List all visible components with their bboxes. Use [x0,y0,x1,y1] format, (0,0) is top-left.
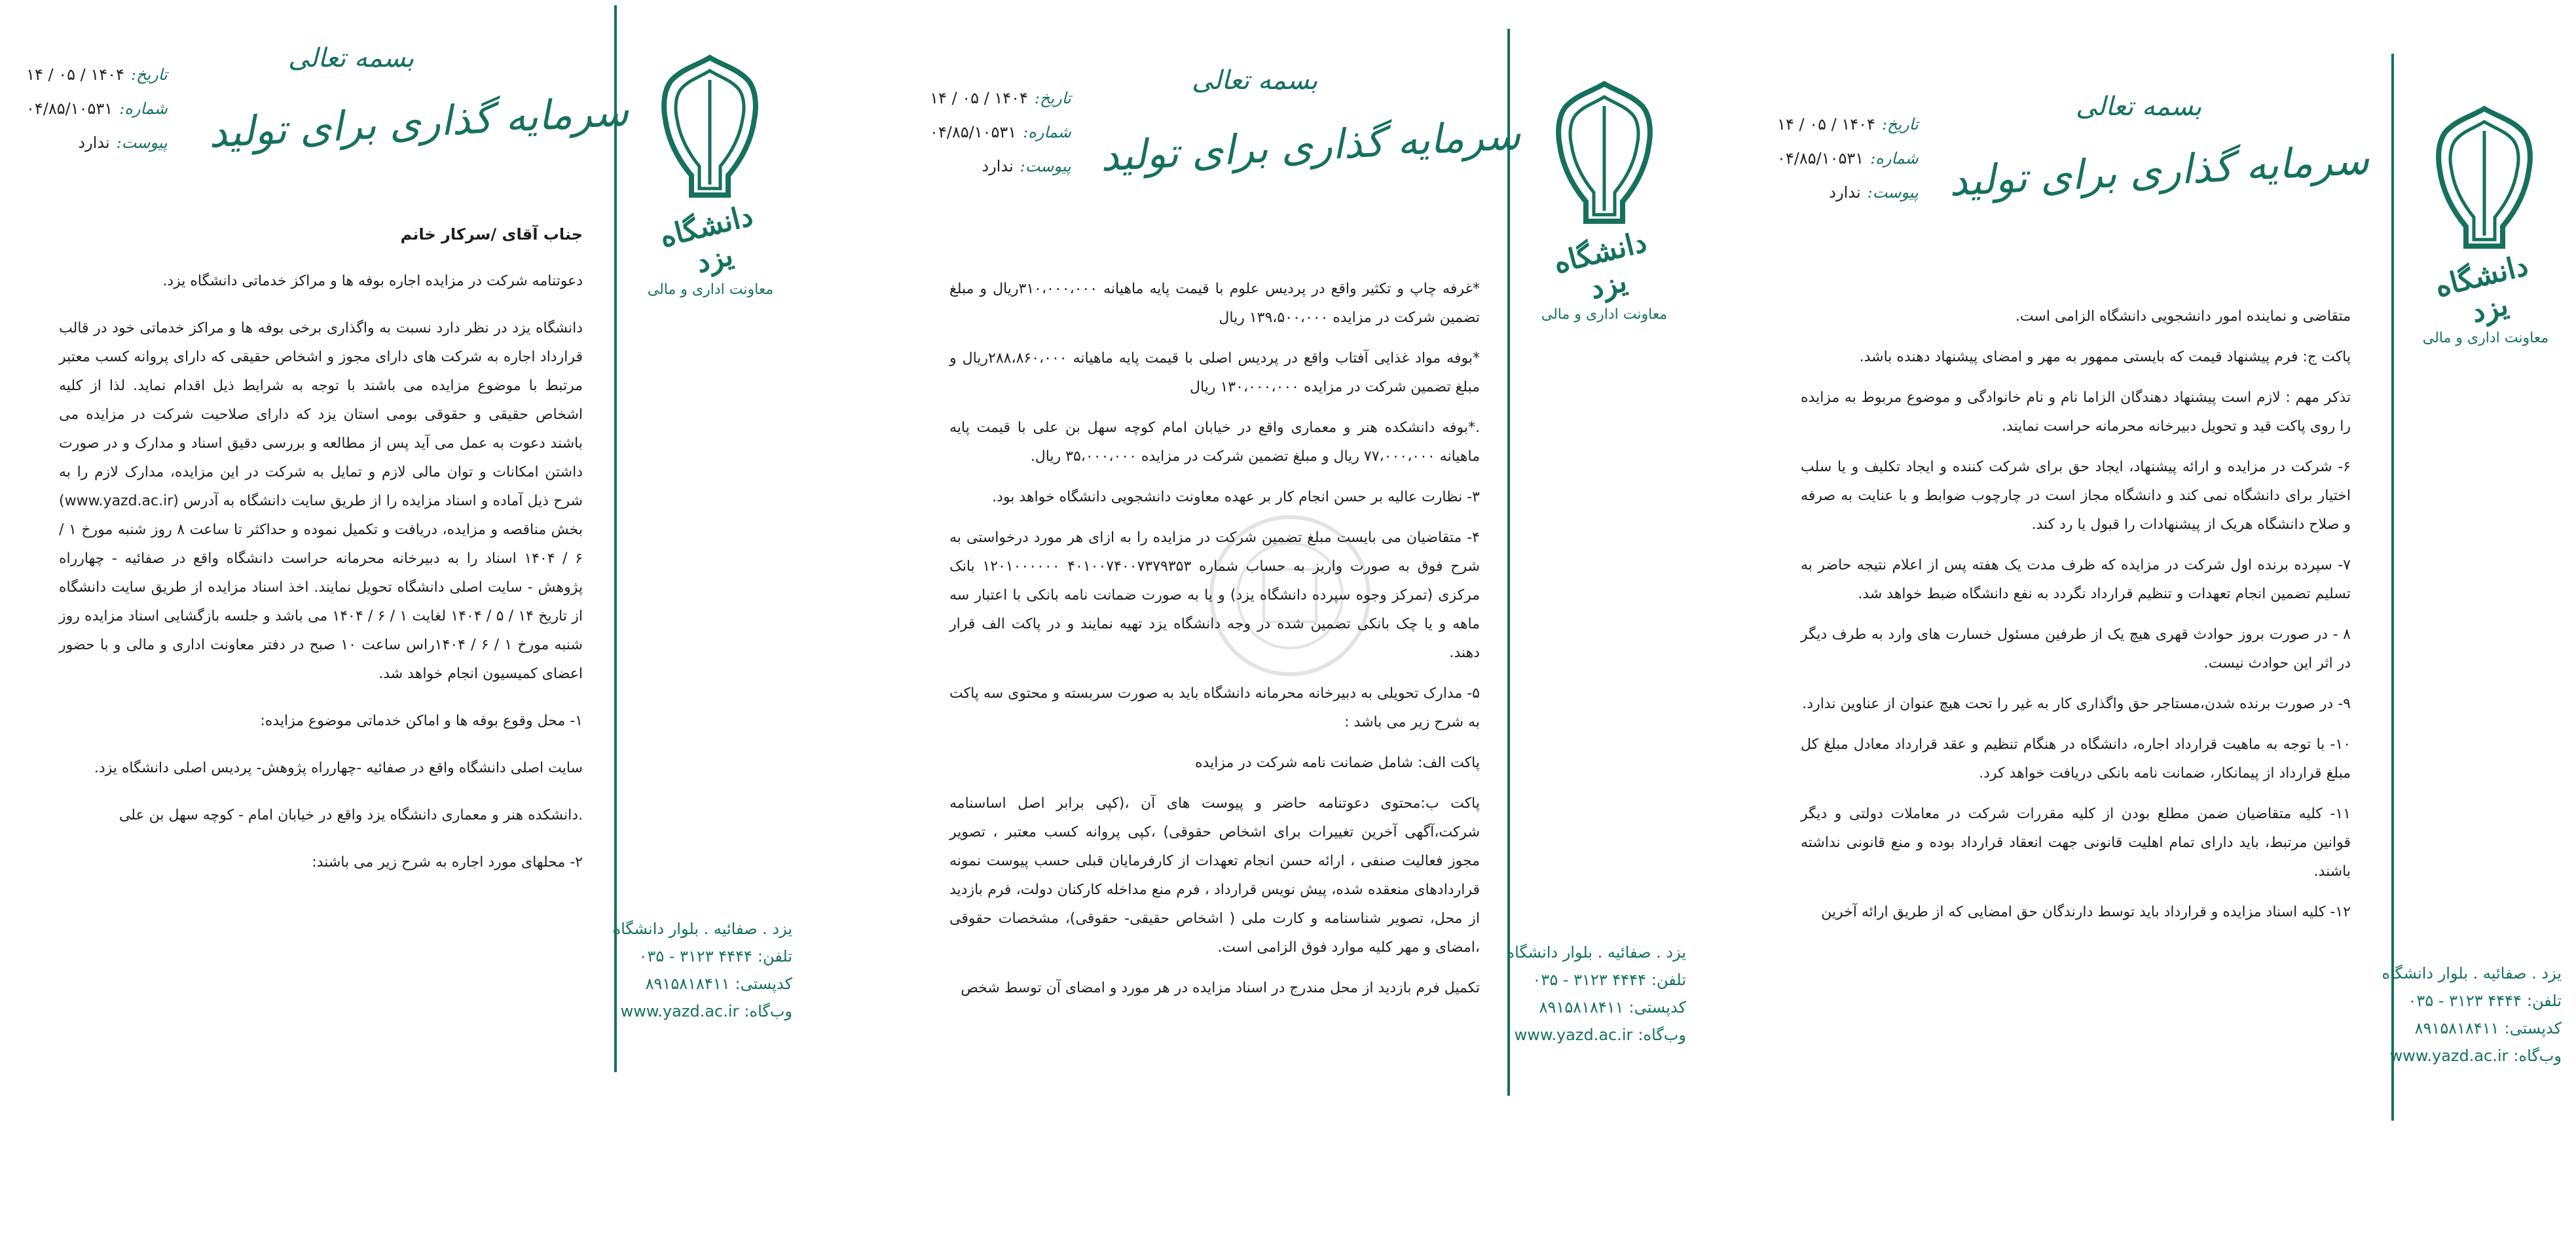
address: یزد . صفائیه . بلوار دانشگاه [612,920,792,938]
university-name: دانشگاه یزد [1550,225,1650,306]
slogan-logo: سرمایه گذاری برای تولید [1947,135,2370,206]
paragraph: دانشگاه یزد در نظر دارد نسبت به واگذاری برخی بوفه ها و مراکز خدماتی خود در قالب قرارداد اجاره به شرکت های دارای مجوز و اشخاص حقیقی که دارای پروانه کسب معتبر مرتبط با موضوع مزایده می باشند با توجه به شرایط ذیل اقدام نماید. لذا از کلیه اشخاص حقیقی و حقوقی بومی استان یزد که دارای صلاحیت شرکت در مزایده می باشند دعوت به عمل می آید پس از مطالعه و بررسی دقیق اسناد و مدارک و در صورت داشتن امکانات و توان مالی لازم و تمایل به شرکت در این مزایده، مدارک لازم را به شرح ذیل آماده و اسناد مزایده را از طریق سایت دانشگاه به آدرس (www.yazd.ac.ir) بخش مناقصه و مزایده، دریافت و تکمیل نموده و حداکثر تا ساعت ۸ روز شنبه مورخ ۱ / ۶ / ۱۴۰۴ اسناد را به دبیرخانه محرمانه حراست دانشگاه واقع در صفائیه - چهارراه پژوهش - سایت اصلی دانشگاه تحویل نمایند. اخذ اسناد مزایده از طریق سایت دانشگاه از تاریخ ۱۴ / ۵ / ۱۴۰۴ لغایت ۱ / ۶ / ۱۴۰۴ می باشد و جلسه بازگشایی اسناد مزایده روز شنبه مورخ ۱ / ۶ / ۱۴۰۴راس ساعت ۱۰ صبح در دفتر معاونت اداری و مالی و با حضور اعضای کمیسیون انجام خواهد شد. [59,320,583,682]
letter-page-1 [0,0,805,1245]
attachment-value: ندارد [982,157,1014,175]
department-name: معاونت اداری و مالی [647,281,774,298]
phone-row: تلفن:۰۳۵ - ۳۱۲۳ ۴۴۴۴ [1532,971,1686,989]
paragraph: *بوفه مواد غذایی آفتاب واقع در پردیس اصلی با قیمت پایه ماهیانه ۲۸۸،۸۶۰،۰۰۰ریال و مبلغ تضمین شرکت در مزایده ۱۳۰،۰۰۰،۰۰۰ ریال [949,350,1480,395]
university-logo-icon [657,54,762,204]
number-value: ۰۴/۸۵/۱۰۵۳۱ [1777,149,1864,168]
letter-body [1801,302,2351,939]
date-value: ۱۴۰۴ / ۰۵ / ۱۴ [930,89,1028,107]
contact-block [612,915,792,1025]
paragraph: پاکت ج: فرم پیشنهاد قیمت که بایستی ممهور به مهر و امضای پیشنهاد دهنده باشد. [1859,349,2351,365]
paragraph: تکمیل فرم بازدید از محل مندرج در اسناد مزایده در هر مورد و امضای آن توسط شخص [961,980,1480,996]
contact-block [2365,960,2562,1070]
website-link[interactable]: www.yazd.ac.ir [620,1002,739,1020]
letter-page-3 [1768,0,2576,1245]
department-name: معاونت اداری و مالی [2422,330,2549,346]
paragraph: ۸ - در صورت بروز حوادث قهری هیچ یک از طرفین مسئول خسارت های وارد به طرف دیگر در اثر این حوادث نیست. [1801,626,2351,672]
address: یزد . صفائیه . بلوار دانشگاه [2382,964,2562,983]
website-row: وب‌گاه:www.yazd.ac.ir [2389,1047,2562,1065]
date-row: تاریخ:۱۴۰۴ / ۰۵ / ۱۴ [1777,115,1919,134]
sidebar-divider [1507,29,1510,1096]
paragraph: .*بوفه دانشکده هنر و معماری واقع در خیابان امام کوچه سهل بن علی با قیمت پایه ماهیانه ۷۷،۰۰۰،۰۰۰ ریال و مبلغ تضمین شرکت در مزایده ۳۵،۰۰۰،۰۰۰ ریال. [949,420,1480,465]
letter-meta [26,58,168,160]
postal-row: کدپستی:۸۹۱۵۸۱۸۴۱۱ [1539,998,1686,1017]
university-logo-icon [1552,80,1657,230]
basmala: بسمه تعالی [1192,65,1318,96]
website-link[interactable]: www.yazd.ac.ir [2389,1047,2509,1065]
basmala: بسمه تعالی [288,43,414,73]
phone-row: تلفن:۰۳۵ - ۳۱۲۳ ۴۴۴۴ [638,947,792,965]
sidebar-divider [614,5,617,1072]
paragraph: ۶- شرکت در مزایده و ارائه پیشنهاد، ایجاد حق برای شرکت کننده و ایجاد تکلیف و یا سلب اختیار برای دانشگاه نمی کند و دانشگاه مجاز است در چارچوب ضوابط و با عنایت به صرفه و صلاح دانشگاه هریک از پیشنهادات را قبول یا رد کند. [1801,459,2351,533]
number-row: شماره:۰۴/۸۵/۱۰۵۳۱ [26,99,168,118]
greeting: جناب آقای /سرکار خانم [400,225,583,244]
university-name: دانشگاه یزد [2431,249,2531,330]
website-link[interactable]: www.yazd.ac.ir [1514,1026,1633,1044]
paragraph: *غرفه چاپ و تکثیر واقع در پردیس علوم با قیمت پایه ماهیانه ۳۱۰،۰۰۰،۰۰۰ریال و مبلغ تضمین شرکت در مزایده ۱۳۹،۵۰۰،۰۰۰ ریال [949,281,1480,326]
department-name: معاونت اداری و مالی [1541,306,1668,323]
slogan-logo: سرمایه گذاری برای تولید [1099,111,1522,181]
website-row: وب‌گاه:www.yazd.ac.ir [620,1002,792,1020]
paragraph: ۴- متقاضیان می بایست مبلغ تضمین شرکت در مزایده را به ازای هر مورد درخواستی به شرح فوق به صورت واریز به حساب شماره ۴۰۱۰۰۷۴۰۰۷۳۷۹۳۵۳ ۱۲۰۱۰۰۰۰۰۰ بانک مرکزی (تمرکز وجوه سپرده دانشگاه یزد) و یا به صورت ضمانت نامه بانکی با اعتبار سه ماهه و یا چک بانکی تضمین شده در وجه دانشگاه یزد تهیه نمایند و در پاکت الف قرار دهند. [949,530,1481,661]
number-value: ۰۴/۸۵/۱۰۵۳۱ [26,99,113,118]
university-name: دانشگاه یزد [656,199,756,280]
paragraph: ۹- در صورت برنده شدن،مستاجر حق واگذاری کار به غیر را تحت هیچ عنوان از عناوین ندارد. [1802,696,2351,712]
paragraph: ۱۰- با توجه به ماهیت قرارداد اجاره، دانشگاه در هنگام تنظیم و عقد قرارداد معادل مبلغ کل مبلغ قرارداد از پیمانکار، ضمانت نامه بانکی دریافت خواهد کرد. [1801,736,2351,782]
paragraph: ۱۲- کلیه اسناد مزایده و قرارداد باید توسط دارندگان حق امضایی که از طریق ارائه آخرین [1821,904,2351,920]
letter-meta [930,81,1071,183]
number-row: شماره:۰۴/۸۵/۱۰۵۳۱ [1777,149,1919,168]
paragraph: پاکت ب:محتوی دعوتنامه حاضر و پیوست های آن ،(کپی برابر اصل اساسنامه شرکت،آگهی آخرین تغییرات برای اشخاص حقوقی) ،کپی پروانه کسب معتبر ، تصویر مجوز فعالیت صنفی ، ارائه حسن انجام تعهدات از کارفرمایان قبلی حسب پیوست نمونه قراردادهای منعقده شده، پیش نویس قرارداد ، فرم منع مداخله کارکنان دولت، فرم بازدید از محل، تصویر شناسنامه و کارت ملی ( اشخاص حقیقی- حقوقی)، مشخصات حقوقی ،امضای و مهر کلیه موارد فوق الزامی است. [949,795,1480,956]
date-row: تاریخ:۱۴۰۴ / ۰۵ / ۱۴ [26,65,168,84]
letter-meta [1777,107,1919,209]
paragraph: دعوتنامه شرکت در مزایده اجاره بوفه ها و مراکز خدماتی دانشگاه یزد. [162,273,583,289]
attachment-row: پیوست:ندارد [982,157,1071,175]
date-row: تاریخ:۱۴۰۴ / ۰۵ / ۱۴ [930,89,1071,107]
paragraph: ۱۱- کلیه متقاضیان ضمن مطلع بودن از کلیه مقررات شرکت در معاملات دولتی و دیگر قوانین مرتبط، باید دارای تمام اهلیت قانونی جهت انعقاد قرارداد بوده و منع قانونی نداشته باشند. [1801,806,2351,880]
paragraph: ۱- محل وقوع بوفه ها و اماکن خدماتی موضوع مزایده: [260,713,583,729]
date-value: ۱۴۰۴ / ۰۵ / ۱۴ [26,65,124,84]
attachment-value: ندارد [1829,183,1861,202]
basmala: بسمه تعالی [2076,92,2202,122]
paragraph: ۲- محلهای مورد اجاره به شرح زیر می باشند: [312,854,583,871]
letter-body [59,220,583,895]
letter-body [949,275,1480,1015]
postal-row: کدپستی:۸۹۱۵۸۱۸۴۱۱ [645,975,792,993]
paragraph: ۳- نظارت عالیه بر حسن انجام کار بر عهده معاونت دانشجویی دانشگاه خواهد بود. [992,489,1480,505]
number-value: ۰۴/۸۵/۱۰۵۳۱ [930,123,1017,141]
address: یزد . صفائیه . بلوار دانشگاه [1506,943,1686,962]
paragraph: متقاضی و نماینده امور دانشجویی دانشگاه الزامی است. [2015,308,2351,325]
paragraph: ۵- مدارک تحویلی به دبیرخانه محرمانه دانشگاه باید به صورت سربسته و محتوی سه پاکت به شرح زیر می باشد : [949,685,1480,731]
paragraph: .دانشکده هنر و معماری دانشگاه یزد واقع در خیابان امام - کوچه سهل بن علی [119,807,583,823]
university-logo-icon [2432,105,2537,255]
date-value: ۱۴۰۴ / ۰۵ / ۱۴ [1777,115,1875,134]
contact-block [1506,939,1686,1049]
attachment-value: ندارد [78,134,110,152]
attachment-row: پیوست:ندارد [1829,183,1919,202]
slogan-logo: سرمایه گذاری برای تولید [207,87,630,157]
letter-page-2 [904,0,1709,1245]
paragraph: پاکت الف: شامل ضمانت نامه شرکت در مزایده [1195,755,1480,771]
website-row: وب‌گاه:www.yazd.ac.ir [1514,1026,1686,1044]
paragraph: ۷- سپرده برنده اول شرکت در مزایده که ظرف مدت یک هفته پس از اعلام نتیجه حاضر به تسلیم تضمین انجام تعهدات و تنظیم قرارداد نگردد به نفع دانشگاه ضبط خواهد شد. [1801,557,2351,602]
paragraph: سایت اصلی دانشگاه واقع در صفائیه -چهارراه پژوهش- پردیس اصلی دانشگاه یزد. [94,760,583,776]
phone-row: تلفن:۰۳۵ - ۳۱۲۳ ۴۴۴۴ [2408,992,2562,1010]
paragraph: تذکر مهم : لازم است پیشنهاد دهندگان الزاما نام و نام خانوادگی و موضوع مربوط به مزایده را روی پاکت قید و تحویل دبیرخانه محرمانه حراست نمایند. [1801,389,2351,435]
postal-row: کدپستی:۸۹۱۵۸۱۸۴۱۱ [2414,1019,2562,1038]
attachment-row: پیوست:ندارد [78,134,168,152]
number-row: شماره:۰۴/۸۵/۱۰۵۳۱ [930,123,1071,141]
